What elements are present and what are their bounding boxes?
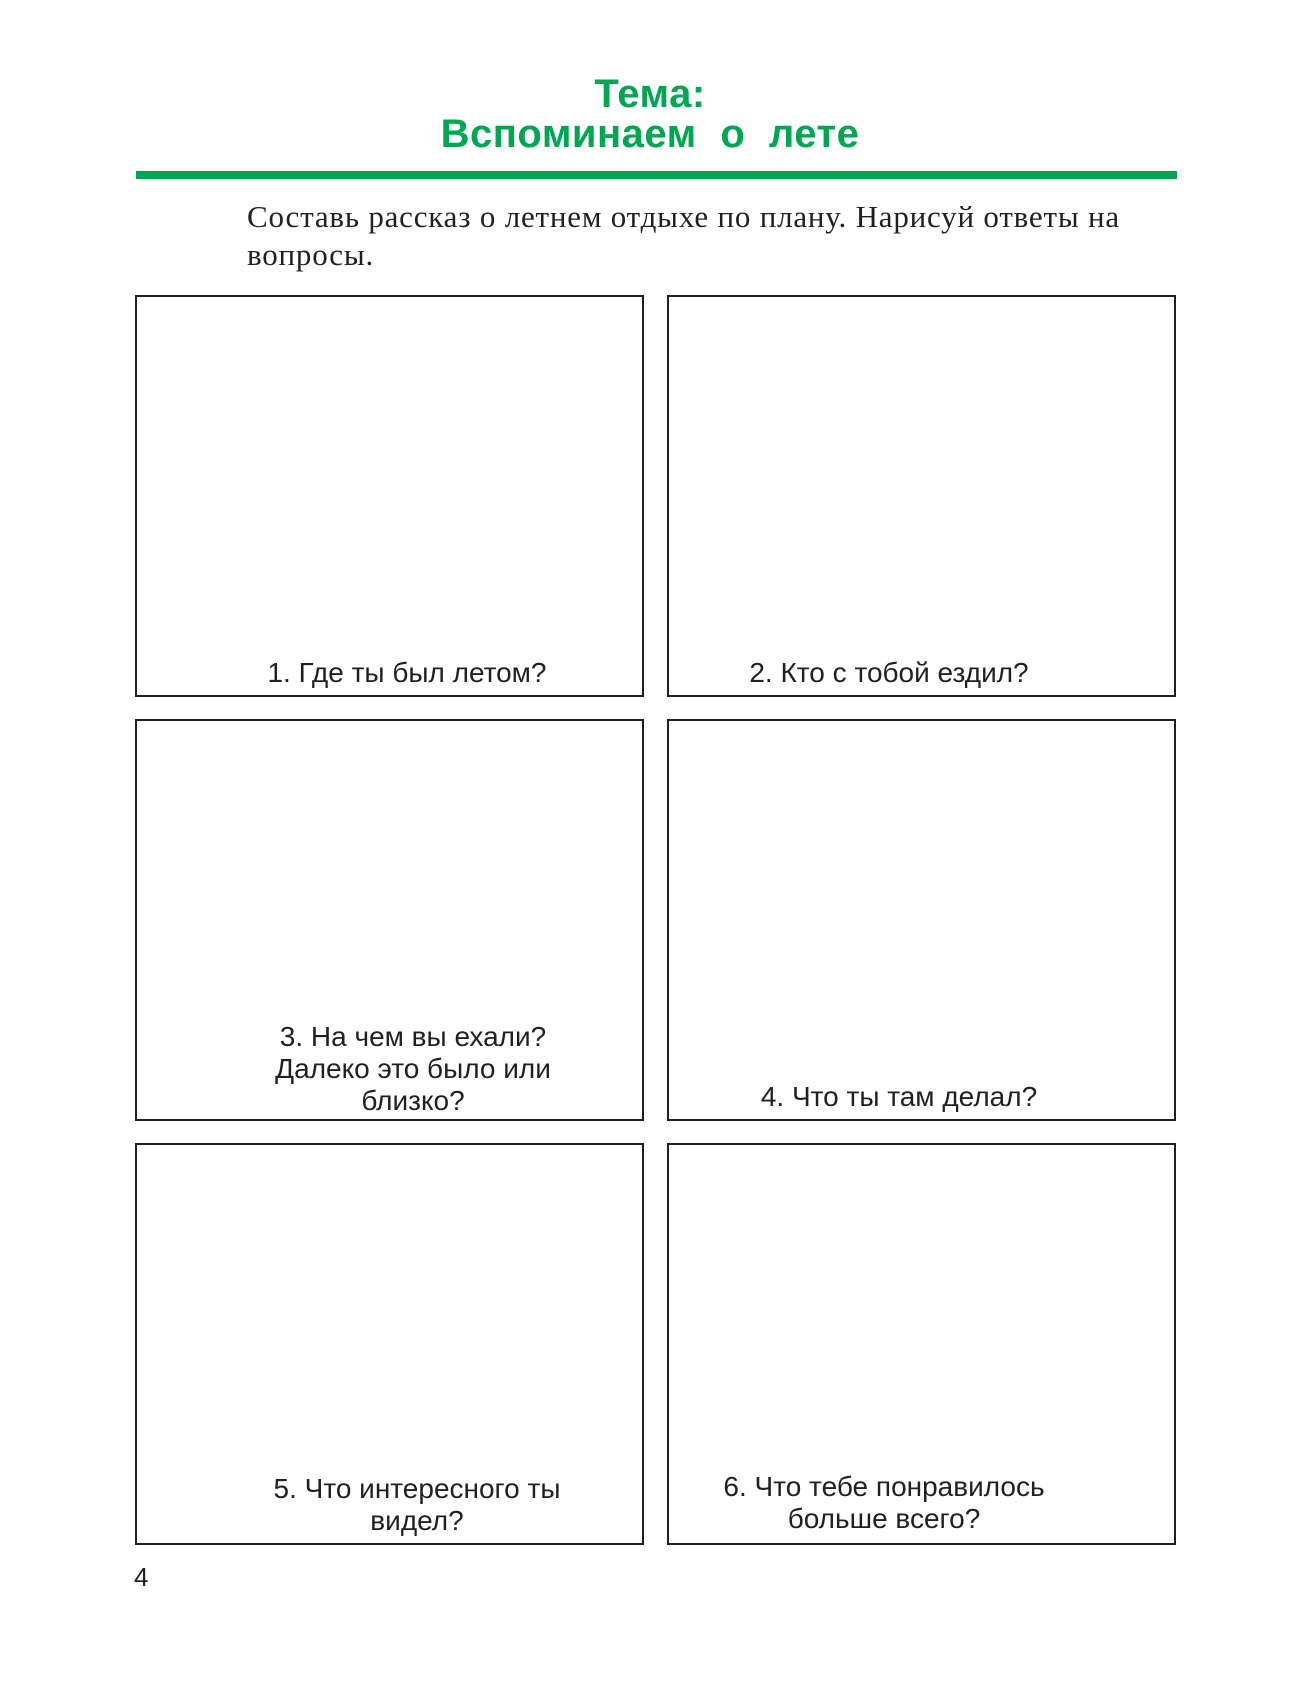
title-divider	[136, 171, 1177, 179]
drawing-panel-5[interactable]	[135, 1143, 644, 1545]
panel-question-3: 3. На чем вы ехали? Далеко это было или близко?	[275, 1021, 551, 1116]
panel-question-1: 1. Где ты был летом?	[267, 657, 547, 688]
drawing-panel-6[interactable]	[667, 1143, 1176, 1545]
drawing-panel-4[interactable]	[667, 719, 1176, 1121]
panel-question-2: 2. Кто с тобой ездил?	[749, 657, 1029, 688]
drawing-panel-3[interactable]	[135, 719, 644, 1121]
panel-question-6: 6. Что тебе понравилось больше всего?	[723, 1471, 1045, 1534]
drawing-panel-2[interactable]	[667, 295, 1176, 697]
task-instruction: Составь рассказ о летнем отдыхе по плану. Нарисуй ответы на вопросы.	[247, 199, 1120, 272]
page-title-label: Тема:	[594, 72, 706, 116]
page-number: 4	[134, 1562, 149, 1592]
page-title: Вспоминаем о лете	[440, 112, 860, 156]
drawing-panel-1[interactable]	[135, 295, 644, 697]
panel-question-4: 4. Что ты там делал?	[760, 1081, 1038, 1112]
panel-question-5: 5. Что интересного ты видел?	[273, 1473, 561, 1536]
